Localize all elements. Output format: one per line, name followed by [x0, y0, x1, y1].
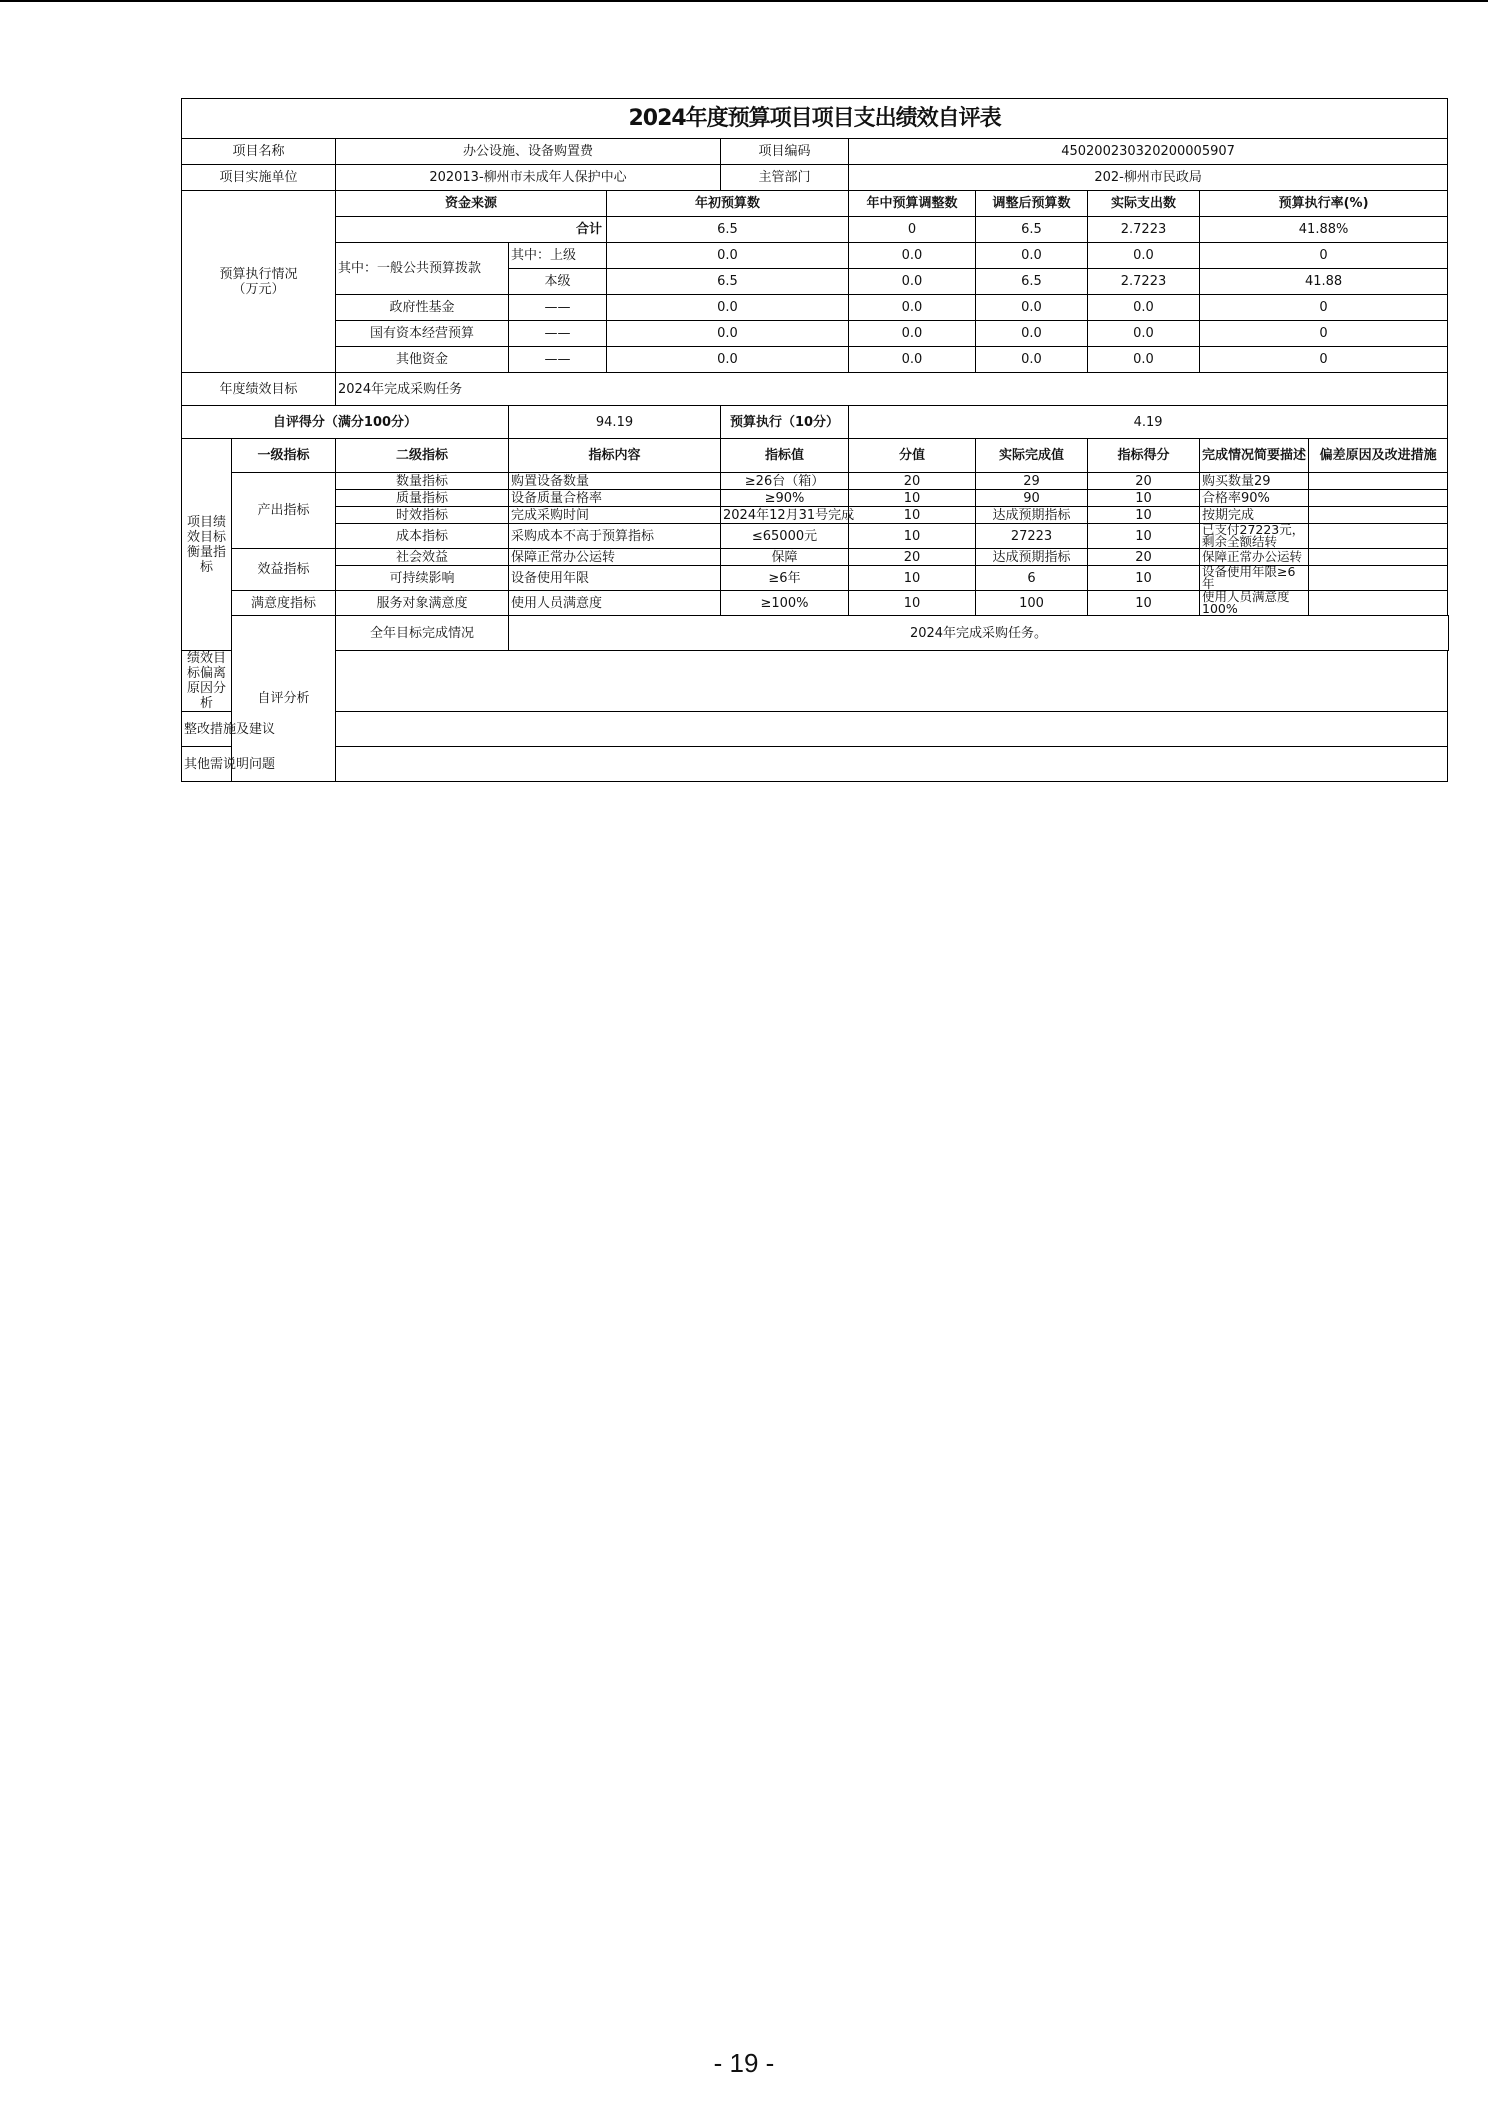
budget-total-rate: 41.88%: [1200, 217, 1448, 243]
budget-other-dash: ——: [509, 347, 607, 373]
deviation-value: [336, 651, 1448, 712]
budget-govfund-rate: 0: [1200, 295, 1448, 321]
row7-actual: 100: [976, 591, 1088, 616]
row5-level2: 社会效益: [336, 549, 509, 566]
budget-header-source: 资金来源: [336, 191, 607, 217]
budget-header-adjust: 年中预算调整数: [849, 191, 976, 217]
ind-header-actual: 实际完成值: [976, 439, 1088, 473]
row4-target: ≤65000元: [721, 524, 849, 549]
row7-level2: 服务对象满意度: [336, 591, 509, 616]
row2-content: 设备质量合格率: [509, 490, 721, 507]
budget-local-rate: 41.88: [1200, 269, 1448, 295]
budget-header-rate: 预算执行率(%): [1200, 191, 1448, 217]
row7-weight: 10: [849, 591, 976, 616]
performance-evaluation-table: [181, 98, 1449, 782]
row2-score: 10: [1088, 490, 1200, 507]
ind-header-content: 指标内容: [509, 439, 721, 473]
row6-actual: 6: [976, 566, 1088, 591]
budget-govfund-label: 政府性基金: [336, 295, 509, 321]
budget-local-adjust: 0.0: [849, 269, 976, 295]
row4-score: 10: [1088, 524, 1200, 549]
self-score-value: 94.19: [509, 406, 721, 439]
row3-content: 完成采购时间: [509, 507, 721, 524]
row4-reason: [1309, 524, 1448, 549]
budget-header-actual: 实际支出数: [1088, 191, 1200, 217]
row5-score: 20: [1088, 549, 1200, 566]
budget-exec-label: 预算执行（10分）: [721, 406, 849, 439]
budget-other-initial: 0.0: [607, 347, 849, 373]
budget-other-adjusted: 0.0: [976, 347, 1088, 373]
self-score-label: 自评得分（满分100分）: [182, 406, 509, 439]
row6-weight: 10: [849, 566, 976, 591]
row6-level2: 可持续影响: [336, 566, 509, 591]
row3-weight: 10: [849, 507, 976, 524]
budget-other-rate: 0: [1200, 347, 1448, 373]
budget-soe-initial: 0.0: [607, 321, 849, 347]
row2-actual: 90: [976, 490, 1088, 507]
ind-header-level2: 二级指标: [336, 439, 509, 473]
budget-local-adjusted: 6.5: [976, 269, 1088, 295]
impl-unit-value: 202013-柳州市未成年人保护中心: [336, 165, 721, 191]
budget-govfund-dash: ——: [509, 295, 607, 321]
budget-total-adjusted: 6.5: [976, 217, 1088, 243]
row4-content: 采购成本不高于预算指标: [509, 524, 721, 549]
row7-target: ≥100%: [721, 591, 849, 616]
row5-actual: 达成预期指标: [976, 549, 1088, 566]
row1-desc: 购买数量29: [1200, 473, 1309, 490]
row3-score: 10: [1088, 507, 1200, 524]
row5-reason: [1309, 549, 1448, 566]
budget-exec-value: 4.19: [849, 406, 1448, 439]
budget-upper-rate: 0: [1200, 243, 1448, 269]
budget-total-label: 合计: [336, 217, 607, 243]
row4-weight: 10: [849, 524, 976, 549]
budget-upper-initial: 0.0: [607, 243, 849, 269]
budget-total-adjust: 0: [849, 217, 976, 243]
row5-weight: 20: [849, 549, 976, 566]
ind-header-desc: 完成情况简要描述: [1200, 439, 1309, 473]
budget-govfund-adjusted: 0.0: [976, 295, 1088, 321]
row1-target: ≥26台（箱）: [721, 473, 849, 490]
budget-soe-dash: ——: [509, 321, 607, 347]
budget-soe-adjust: 0.0: [849, 321, 976, 347]
ind-header-score: 指标得分: [1088, 439, 1200, 473]
level1-benefit: 效益指标: [232, 549, 336, 591]
row6-score: 10: [1088, 566, 1200, 591]
self-eval-section-label: 自评分析: [232, 616, 336, 782]
other-issues-label: 其他需说明问题: [182, 747, 232, 782]
budget-soe-rate: 0: [1200, 321, 1448, 347]
budget-section-label: 预算执行情况 （万元）: [182, 191, 336, 373]
table-title: 2024年度预算项目项目支出绩效自评表: [182, 99, 1448, 139]
row2-reason: [1309, 490, 1448, 507]
annual-goal-label: 年度绩效目标: [182, 373, 336, 406]
row3-desc: 按期完成: [1200, 507, 1309, 524]
budget-header-initial: 年初预算数: [607, 191, 849, 217]
row2-target: ≥90%: [721, 490, 849, 507]
project-code-value: 450200230320200005907: [849, 139, 1448, 165]
budget-upper-label: 其中：上级: [509, 243, 607, 269]
row7-score: 10: [1088, 591, 1200, 616]
deviation-label: 绩效目标偏离原因分析: [182, 651, 232, 712]
row1-actual: 29: [976, 473, 1088, 490]
budget-other-label: 其他资金: [336, 347, 509, 373]
dept-value: 202-柳州市民政局: [849, 165, 1448, 191]
row5-content: 保障正常办公运转: [509, 549, 721, 566]
impl-unit-label: 项目实施单位: [182, 165, 336, 191]
budget-upper-adjusted: 0.0: [976, 243, 1088, 269]
budget-total-actual: 2.7223: [1088, 217, 1200, 243]
row4-actual: 27223: [976, 524, 1088, 549]
level1-satisfaction: 满意度指标: [232, 591, 336, 616]
rectify-value: [336, 712, 1448, 747]
row5-target: 保障: [721, 549, 849, 566]
row6-desc: 设备使用年限≥6年: [1200, 566, 1309, 591]
budget-soe-label: 国有资本经营预算: [336, 321, 509, 347]
budget-general-label: 其中：一般公共预算拨款: [336, 243, 509, 295]
top-border-line: [0, 0, 1488, 2]
row1-score: 20: [1088, 473, 1200, 490]
ind-header-level1: 一级指标: [232, 439, 336, 473]
row1-level2: 数量指标: [336, 473, 509, 490]
row7-content: 使用人员满意度: [509, 591, 721, 616]
row3-level2: 时效指标: [336, 507, 509, 524]
row6-content: 设备使用年限: [509, 566, 721, 591]
row1-reason: [1309, 473, 1448, 490]
ind-header-reason: 偏差原因及改进措施: [1309, 439, 1448, 473]
row2-weight: 10: [849, 490, 976, 507]
row6-reason: [1309, 566, 1448, 591]
project-name-label: 项目名称: [182, 139, 336, 165]
budget-upper-actual: 0.0: [1088, 243, 1200, 269]
budget-local-actual: 2.7223: [1088, 269, 1200, 295]
row1-content: 购置设备数量: [509, 473, 721, 490]
budget-local-label: 本级: [509, 269, 607, 295]
indicator-section-label: 项目绩效目标衡量指标: [182, 439, 232, 651]
budget-govfund-adjust: 0.0: [849, 295, 976, 321]
row3-actual: 达成预期指标: [976, 507, 1088, 524]
rectify-label: 整改措施及建议: [182, 712, 232, 747]
budget-govfund-actual: 0.0: [1088, 295, 1200, 321]
completion-value: 2024年完成采购任务。: [509, 616, 1449, 651]
row5-desc: 保障正常办公运转: [1200, 549, 1309, 566]
dept-label: 主管部门: [721, 165, 849, 191]
ind-header-weight: 分值: [849, 439, 976, 473]
row1-weight: 20: [849, 473, 976, 490]
row3-target: 2024年12月31号完成: [721, 507, 849, 524]
annual-goal-value: 2024年完成采购任务: [336, 373, 1448, 406]
level1-output: 产出指标: [232, 473, 336, 549]
completion-label: 全年目标完成情况: [336, 616, 509, 651]
budget-upper-adjust: 0.0: [849, 243, 976, 269]
row2-level2: 质量指标: [336, 490, 509, 507]
budget-header-adjusted: 调整后预算数: [976, 191, 1088, 217]
row7-reason: [1309, 591, 1448, 616]
budget-govfund-initial: 0.0: [607, 295, 849, 321]
budget-total-initial: 6.5: [607, 217, 849, 243]
row7-desc: 使用人员满意度100%: [1200, 591, 1309, 616]
row4-desc: 已支付27223元，剩余全额结转: [1200, 524, 1309, 549]
row6-target: ≥6年: [721, 566, 849, 591]
budget-local-initial: 6.5: [607, 269, 849, 295]
row4-level2: 成本指标: [336, 524, 509, 549]
budget-soe-actual: 0.0: [1088, 321, 1200, 347]
budget-soe-adjusted: 0.0: [976, 321, 1088, 347]
project-name-value: 办公设施、设备购置费: [336, 139, 721, 165]
row3-reason: [1309, 507, 1448, 524]
page-number: - 19 -: [713, 2048, 775, 2078]
other-issues-value: [336, 747, 1448, 782]
budget-other-adjust: 0.0: [849, 347, 976, 373]
project-code-label: 项目编码: [721, 139, 849, 165]
row2-desc: 合格率90%: [1200, 490, 1309, 507]
ind-header-target: 指标值: [721, 439, 849, 473]
budget-other-actual: 0.0: [1088, 347, 1200, 373]
